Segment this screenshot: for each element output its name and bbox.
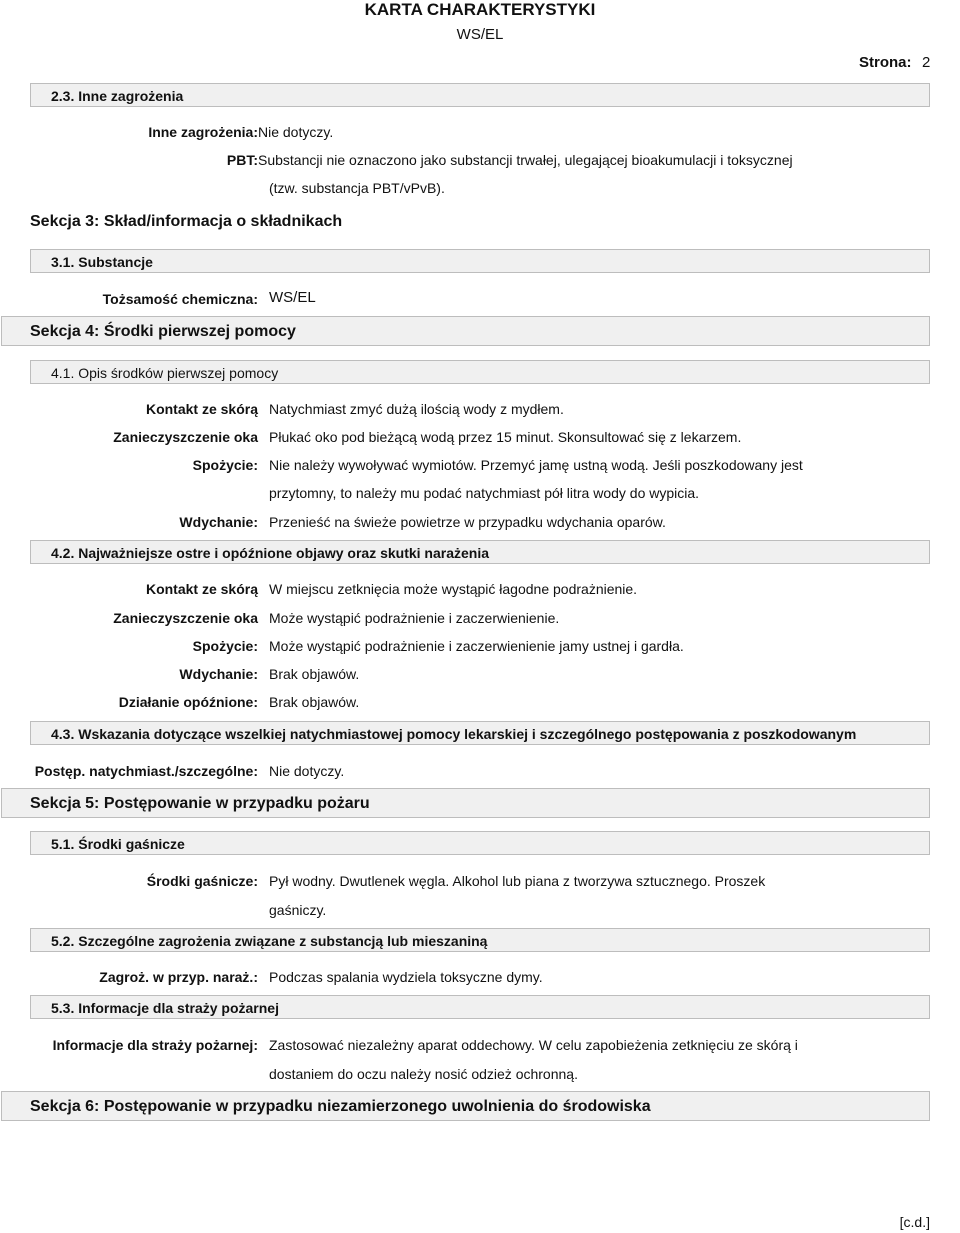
field-value-continuation: dostaniem do oczu należy nosić odzież ochronną. — [269, 1066, 578, 1082]
section-5-bar — [1, 788, 930, 818]
field-label: Tożsamość chemiczna: — [102, 291, 258, 307]
subsection-5-3-bar — [30, 995, 930, 1019]
field-label: Kontakt ze skórą — [145, 581, 258, 597]
field-value: W miejscu zetknięcia może wystąpić łagodne podrażnienie. — [269, 581, 638, 597]
product-code: WS/EL — [456, 26, 504, 43]
field-label: Środki gaśnicze: — [146, 873, 258, 889]
field-value: Nie należy wywoływać wymiotów. Przemyć jamę ustną wodą. Jeśli poszkodowany jest — [269, 457, 803, 473]
section-heading: Sekcja 6: Postępowanie w przypadku niezamierzonego uwolnienia do środowiska — [30, 1098, 651, 1115]
subsection-4-1-bar — [30, 360, 930, 384]
field-label: Wdychanie: — [179, 514, 258, 530]
field-value: Zastosować niezależny aparat oddechowy. W celu zapobieżenia zetknięciu ze skórą i — [269, 1037, 798, 1053]
subsection-heading: 5.1. Środki gaśnicze — [51, 836, 185, 852]
field-label: Zanieczyszczenie oka — [113, 610, 258, 626]
field-value: Brak objawów. — [269, 694, 360, 710]
field-value: Przenieść na świeże powietrze w przypadku wdychania oparów. — [269, 514, 666, 530]
field-label: Spożycie: — [192, 638, 258, 654]
field-label: PBT: — [226, 152, 258, 168]
page-number: 2 — [922, 54, 931, 71]
field-value: Substancji nie oznaczono jako substancji trwałej, ulegającej bioakumulacji i toksycznej — [258, 152, 793, 168]
field-value: Podczas spalania wydziela toksyczne dymy. — [269, 969, 543, 985]
subsection-heading: 5.2. Szczególne zagrożenia związane z substancją lub mieszaniną — [51, 933, 488, 949]
subsection-heading: 3.1. Substancje — [51, 254, 153, 270]
field-label: Kontakt ze skórą — [145, 401, 258, 417]
subsection-heading: 5.3. Informacje dla straży pożarnej — [51, 1000, 279, 1016]
subsection-heading: 4.2. Najważniejsze ostre i opóźnione objawy oraz skutki narażenia — [51, 545, 490, 561]
field-label: Spożycie: — [192, 457, 258, 473]
document-title: KARTA CHARAKTERYSTYKI — [364, 0, 596, 19]
field-value-continuation: gaśniczy. — [269, 902, 327, 918]
subsection-5-2-bar — [30, 928, 930, 952]
subsection-4-3-bar — [30, 721, 930, 745]
field-value-continuation: przytomny, to należy mu podać natychmiast pół litra wody do wypicia. — [269, 485, 700, 501]
field-value: Nie dotyczy. — [269, 763, 345, 779]
field-value: WS/EL — [269, 289, 316, 306]
section-4-bar — [1, 316, 930, 346]
field-value-continuation: (tzw. substancja PBT/vPvB). — [269, 180, 445, 196]
field-value: Może wystąpić podrażnienie i zaczerwienienie jamy ustnej i gardła. — [269, 638, 684, 654]
field-label: Działanie opóźnione: — [118, 694, 258, 710]
field-value: Natychmiast zmyć dużą ilością wody z mydłem. — [269, 401, 564, 417]
field-label: Wdychanie: — [179, 666, 258, 682]
subsection-heading: 2.3. Inne zagrożenia — [51, 88, 184, 104]
section-3-heading: Sekcja 3: Skład/informacja o składnikach — [30, 213, 343, 230]
subsection-2-3-bar — [30, 83, 930, 107]
subsection-heading: 4.3. Wskazania dotyczące wszelkiej natychmiastowej pomocy lekarskiej i szczególnego postępowania z poszkodowanym — [51, 726, 857, 742]
field-value: Płukać oko pod bieżącą wodą przez 15 minut. Skonsultować się z lekarzem. — [269, 429, 742, 445]
subsection-4-2-bar — [30, 540, 930, 564]
field-value: Pył wodny. Dwutlenek węgla. Alkohol lub piana z tworzywa sztucznego. Proszek — [269, 873, 766, 889]
section-heading: Sekcja 4: Środki pierwszej pomocy — [30, 323, 296, 340]
section-6-bar — [1, 1091, 930, 1121]
subsection-heading: 4.1. Opis środków pierwszej pomocy — [51, 365, 279, 381]
field-label: Inne zagrożenia: — [148, 124, 258, 140]
field-label: Zanieczyszczenie oka — [113, 429, 258, 445]
field-value: Nie dotyczy. — [258, 124, 334, 140]
field-value: Może wystąpić podrażnienie i zaczerwienienie. — [269, 610, 560, 626]
field-label: Postęp. natychmiast./szczególne: — [34, 763, 258, 779]
section-heading: Sekcja 5: Postępowanie w przypadku pożaru — [30, 795, 370, 812]
subsection-5-1-bar — [30, 831, 930, 855]
field-value: Brak objawów. — [269, 666, 360, 682]
continued-marker: [c.d.] — [899, 1214, 930, 1230]
page-label: Strona: — [859, 54, 912, 71]
field-label: Informacje dla straży pożarnej: — [52, 1037, 258, 1053]
subsection-3-1-bar — [30, 249, 930, 273]
field-label: Zagroż. w przyp. naraż.: — [99, 969, 258, 985]
